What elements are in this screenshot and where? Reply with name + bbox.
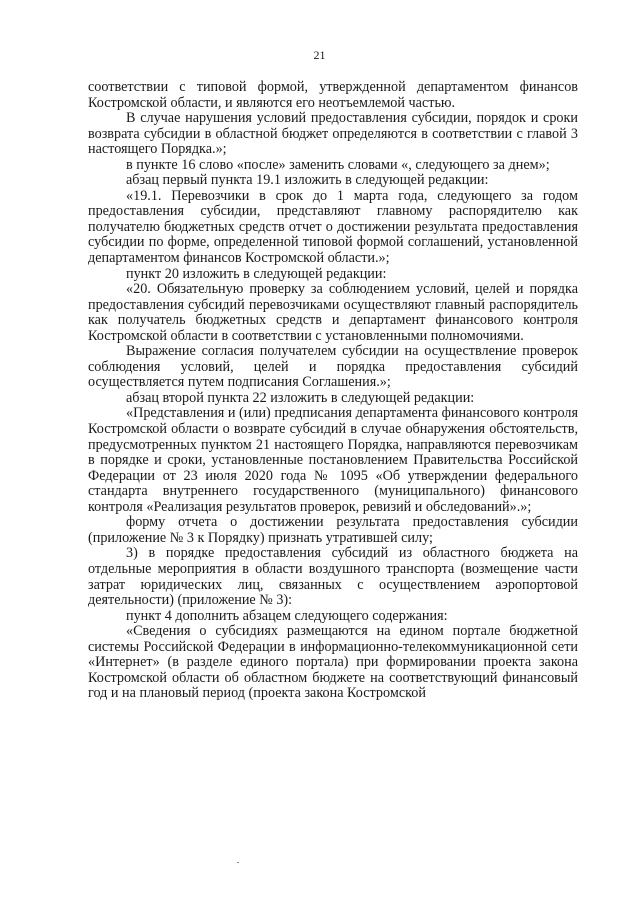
paragraph: 3) в порядке предоставления субсидий из областного бюджета на отдельные мероприятия в области воздушного транспорта (возмещение части затрат юридических лиц, связанных с осуществлением аэропортовой деятельности) (приложение № 3): xyxy=(88,545,578,609)
paragraph: Выражение согласия получателем субсидии на осуществление проверок соблюдения условий, целей и порядка предоставления субсидий осуществляется путем подписания Соглашения.»; xyxy=(88,343,578,391)
paragraph: пункт 4 дополнить абзацем следующего содержания: xyxy=(126,607,448,624)
document-body xyxy=(88,80,578,702)
paragraph: «19.1. Перевозчики в срок до 1 марта года, следующего за годом предоставления субсидии, представляют главному распорядителю как получателю бюджетных средств отчет о достижении результата предоставления субсидии по форме, определенной типовой формой соглашений, установленной департаментом финансов Костромской области.»; xyxy=(88,187,578,267)
paragraph: форму отчета о достижении результата предоставления субсидии (приложение № 3 к Порядку) признать утратившей силу; xyxy=(88,514,578,546)
paragraph: абзац второй пункта 22 изложить в следующей редакции: xyxy=(126,389,475,406)
paragraph: в пункте 16 слово «после» заменить словами «, следующего за днем»; xyxy=(126,156,550,173)
scan-speck xyxy=(237,862,239,863)
paragraph: «Представления и (или) предписания департамента финансового контроля Костромской области о возврате субсидий в случае обнаружения обстоятельств, предусмотренных пунктом 21 настоящего Порядка, направляются перевозчикам в порядке и сроки, установленные постановлением Правительства Российской Федерации от 23 июля 2020 года № 1095 «Об утверждении федерального стандарта внутреннего государственного (муниципального) финансового контроля «Реализация результатов проверок, ревизий и обследований».»; xyxy=(88,405,578,515)
paragraph: «20. Обязательную проверку за соблюдением условий, целей и порядка предоставления субсидий перевозчиками осуществляют главный распорядитель как получатель бюджетных средств и департамент финансового контроля Костромской области в соответствии с установленными полномочиями. xyxy=(88,281,578,344)
paragraph: «Сведения о субсидиях размещаются на едином портале бюджетной системы Российской Федерации в информационно-телекоммуникационной сети «Интернет» (в разделе единого портала) при формировании проекта закона Костромской области об областном бюджете на соответствующий финансовый год и на плановый период (проекта закона Костромской xyxy=(88,623,578,702)
paragraph-continuation: соответствии с типовой формой, утвержденной департаментом финансов Костромской области, и являются его неотъемлемой частью. xyxy=(88,79,578,111)
page-number: 21 xyxy=(313,48,326,62)
paragraph: пункт 20 изложить в следующей редакции: xyxy=(126,265,387,282)
paragraph: абзац первый пункта 19.1 изложить в следующей редакции: xyxy=(126,172,489,189)
paragraph: В случае нарушения условий предоставления субсидии, порядок и сроки возврата субсидии в областной бюджет определяются в соответствии с главой 3 настоящего Порядка.»; xyxy=(88,110,578,158)
